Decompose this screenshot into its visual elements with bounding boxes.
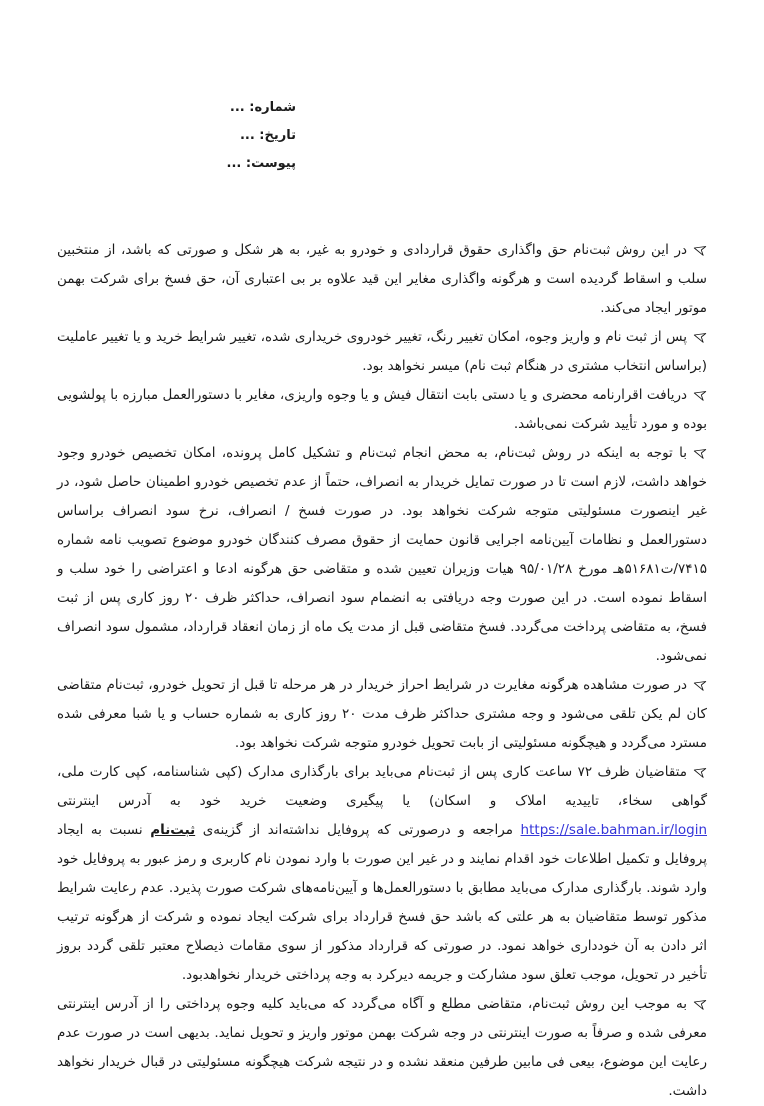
letterhead-number-label: شماره: [249,100,296,115]
letterhead-attachment-value: ... [226,156,242,171]
arrow-bullet-icon [690,676,708,693]
arrow-bullet-icon [690,328,708,345]
arrow-bullet-icon [690,241,708,258]
bullet-paragraph [57,671,707,758]
letterhead-date-value: ... [239,128,255,143]
paragraph-text: نسبت به ایجاد پروفایل و تکمیل اطلاعات خود اقدام نمایند و در غیر این صورت با وارد نمودن نام کاربری و رمز عبور به پروفایل خود وارد شوند. بارگذاری مدارک می‌باید مطابق با دستورالعمل‌ها و آیین‌نامه‌های شرکت صورت پذیرد. عدم رعایت شرایط مذکور توسط متقاضیان به هر علتی که باشد حق فسخ قرارداد برای شرکت ایجاد نموده و شرکت از هرگونه ترتیب اثر دادن به آن خودداری خواهد نمود. در صورتی که قرارداد مذکور از سوی مقامات ذیصلاح معتبر تلقی گردد بروز تأخیر در تحویل، موجب تعلق سود مشارکت و جریمه دیرکرد به وجه پرداختی خریدار نخواهدبود. [57,822,707,983]
arrow-bullet-icon [690,763,708,780]
letterhead-number-value: ... [229,100,245,115]
bullet-list [57,236,707,1106]
bullet-paragraph [57,439,707,671]
arrow-bullet-icon [690,444,708,461]
paragraph-text: دریافت اقرارنامه محضری و یا دستی بابت انتقال فیش و یا وجوه واریزی، مغایر با دستورالعمل مبارزه با پولشویی بوده و مورد تأیید شرکت نمی‌باشد. [57,387,707,432]
sale-login-link[interactable]: https://sale.bahman.ir/login [520,822,707,838]
letterhead-attachment-label: پیوست: [245,156,296,171]
paragraph-text: پس از ثبت نام و واریز وجوه، امکان تغییر رنگ، تغییر خودروی خریداری شده، تغییر شرایط خرید و یا تغییر عاملیت (براساس انتخاب مشتری در هنگام ثبت نام) میسر نخواهد بود. [57,329,707,374]
bullet-paragraph [57,758,707,990]
paragraph-text: در صورت مشاهده هرگونه مغایرت در شرایط احراز خریدار در هر مرحله تا قبل از تحویل خودرو، ثبت‌نام متقاضی کان لم یکن تلقی می‌شود و وجه مشتری حداکثر ظرف مدت ۲۰ روز کاری به شماره حساب و یا شبا معرفی شده مسترد می‌گردد و هیچگونه مسئولیتی از بابت تحویل خودرو متوجه شرکت نخواهد بود. [57,677,707,751]
paragraph-text: در این روش ثبت‌نام حق واگذاری حقوق قراردادی و خودرو به غیر، به هر شکل و صورتی که باشد، از منتخبین سلب و اسقاط گردیده است و هرگونه واگذاری مغایر این قید علاوه بر بی اعتباری آن، حق فسخ برای شرکت بهمن موتور ایجاد می‌کند. [57,242,707,316]
arrow-bullet-icon [690,386,708,403]
bullet-paragraph [57,381,707,439]
letterhead-date-label: تاریخ: [259,128,296,143]
arrow-bullet-icon [690,995,708,1012]
paragraph-text: مراجعه و درصورتی که پروفایل نداشته‌اند از گزینه‌ی [195,822,521,838]
bullet-paragraph [57,323,707,381]
letterhead-number [227,94,296,122]
letterhead-date [227,122,296,150]
register-option-term: ثبت‌نام [150,822,196,838]
paragraph-text: به موجب این روش ثبت‌نام، متقاضی مطلع و آگاه می‌گردد که می‌باید کلیه وجوه پرداختی را از آدرس اینترنتی معرفی شده و صرفاً به صورت اینترنتی در وجه شرکت بهمن موتور واریز و تحویل نماید. بدیهی است در صورت عدم رعایت این موضوع، بیعی فی مابین طرفین منعقد نشده و در نتیجه شرکت هیچگونه مسئولیتی در قبال خریدار نخواهد داشت. [57,996,707,1099]
bullet-paragraph [57,990,707,1106]
letterhead [227,94,296,178]
bullet-paragraph [57,236,707,323]
letterhead-attachment [227,150,296,178]
paragraph-text: متقاضیان ظرف ۷۲ ساعت کاری پس از ثبت‌نام می‌باید برای بارگذاری مدارک (کپی شناسنامه، کپی کارت ملی، گواهی سخاء، تاییدیه املاک و اسکان) یا پیگیری وضعیت خرید خود به آدرس اینترنتی [57,764,707,809]
paragraph-text: با توجه به اینکه در روش ثبت‌نام، به محض انجام ثبت‌نام و تشکیل کامل پرونده، امکان تخصیص خودرو وجود خواهد داشت، لازم است تا در صورت تمایل خریدار به انصراف، حتماً از عدم تخصیص خودرو اطمینان حاصل شود، در غیر اینصورت مسئولیتی متوجه شرکت نخواهد بود. در صورت فسخ / انصراف، نرخ سود انصراف براساس دستورالعمل و نظامات آیین‌نامه اجرایی قانون حمایت از حقوق مصرف کنندگان خودرو موضوع تصویب نامه شماره ۷۴۱۵/ت۵۱۶۸۱هـ مورخ ۹۵/۰۱/۲۸ هیات وزیران تعیین شده و متقاضی حق هرگونه ادعا و اعتراضی را خود سلب و اسقاط نموده است. در این صورت وجه دریافتی به انضمام سود انصراف، حداکثر ظرف ۲۰ روز کاری پس از ثبت فسخ، به متقاضی پرداخت می‌گردد. فسخ متقاضی قبل از مدت یک ماه از زمان انعقاد قرارداد، مشمول سود انصراف نمی‌شود. [57,445,707,664]
